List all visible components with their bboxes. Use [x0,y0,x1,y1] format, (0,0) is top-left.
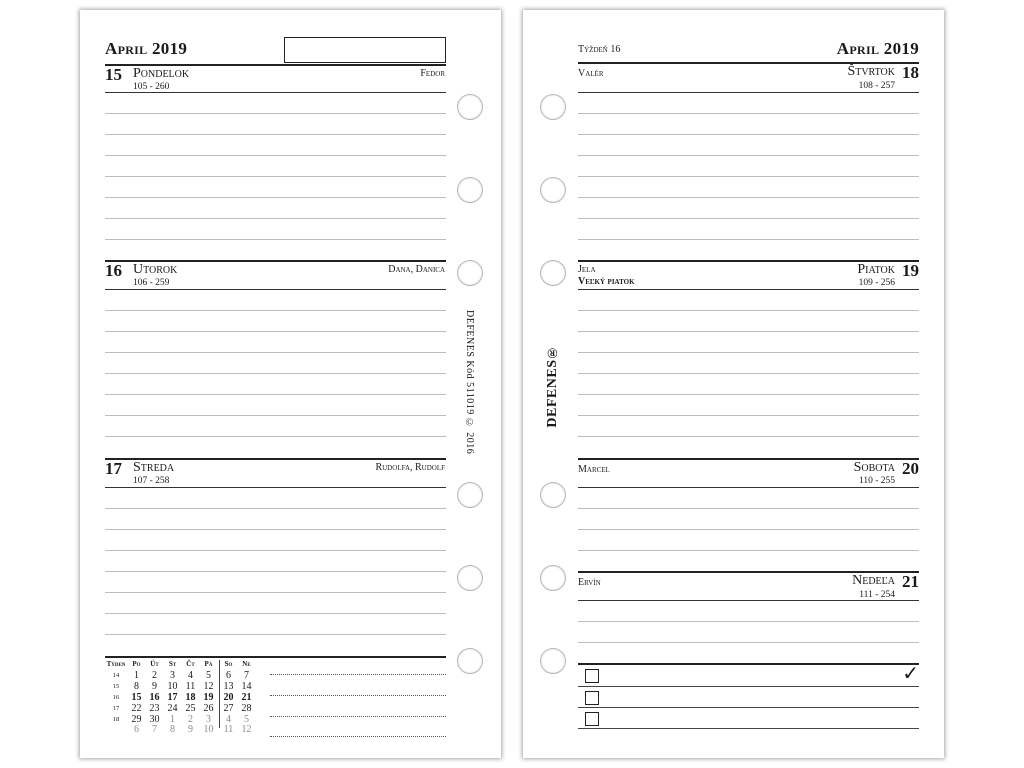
weekday-header: Čt [186,660,195,668]
day-rule [578,92,919,93]
week-number: 18 [112,716,120,723]
binder-hole [540,482,566,508]
calendar-day: 13 [223,681,234,692]
nameday: Dana, Danica [388,264,445,275]
calendar-day: 9 [152,681,157,692]
calendar-day: 8 [134,681,139,692]
calendar-day: 7 [244,670,249,681]
writing-line [578,529,919,530]
calendar-day-next-month: 1 [170,714,175,725]
calendar-day-next-month: 2 [188,714,193,725]
mini-calendar [104,660,264,736]
writing-line [578,155,919,156]
writing-line [578,197,919,198]
calendar-day: 15 [131,692,142,703]
writing-line [105,134,446,135]
day-rule [578,289,919,290]
left-planner-page [80,10,501,758]
binder-hole [457,482,483,508]
checklist-checkbox[interactable] [585,669,599,683]
writing-line [105,550,446,551]
week-label: Týždeň 16 [578,44,621,55]
writing-line [578,331,919,332]
day-number: 17 [105,459,122,478]
binder-hole [540,260,566,286]
calendar-day: 16 [149,692,160,703]
calendar-day: 6 [226,670,231,681]
checklist-checkbox[interactable] [585,712,599,726]
writing-line [578,134,919,135]
day-counter: 108 - 257 [858,81,895,91]
calendar-day-next-month: 8 [170,724,175,735]
writing-line [105,529,446,530]
nameday: Valér [578,68,604,79]
weekday-header: Út [150,660,159,668]
calendar-day: 1 [134,670,139,681]
calendar-day: 27 [223,703,234,714]
checklist-line [578,728,919,729]
writing-line [105,394,446,395]
writing-line [105,197,446,198]
calendar-day: 11 [185,681,196,692]
day-counter: 107 - 258 [133,476,170,486]
weekday-header: St [168,660,177,668]
writing-line [578,394,919,395]
writing-line [105,239,446,240]
day-name: Streda [133,460,175,475]
nameday: Jela [578,264,596,275]
writing-line [578,218,919,219]
calendar-day: 10 [167,681,178,692]
writing-line [578,621,919,622]
week-number: 15 [112,683,120,690]
writing-line [105,352,446,353]
calendar-day: 5 [206,670,211,681]
day-counter: 110 - 255 [858,476,895,486]
month-year-title: April 2019 [105,39,188,58]
writing-line [578,415,919,416]
day-number: 20 [902,459,919,478]
writing-line [105,373,446,374]
writing-line [578,550,919,551]
checkmark-icon: ✓ [902,663,919,685]
dotted-note-line [270,736,446,737]
binder-hole [457,94,483,120]
calendar-day: 22 [131,703,142,714]
calendar-day: 18 [185,692,196,703]
calendar-day: 21 [241,692,252,703]
calendar-day: 24 [167,703,178,714]
writing-line [105,310,446,311]
writing-line [578,373,919,374]
calendar-day: 28 [241,703,252,714]
day-rule [105,289,446,290]
day-number: 21 [902,572,919,591]
day-name: Utorok [133,262,178,277]
calendar-day-next-month: 12 [241,724,252,735]
calendar-day-next-month: 7 [152,724,157,735]
binder-hole [457,648,483,674]
calendar-day-next-month: 6 [134,724,139,735]
binder-hole [540,565,566,591]
day-name: Pondelok [133,66,190,81]
writing-line [578,310,919,311]
day-name: Piatok [857,262,895,277]
writing-line [578,436,919,437]
calendar-day: 17 [167,692,178,703]
brand-logo-text: DEFENES® [545,344,560,428]
nameday: Ervín [578,577,601,588]
calendar-day: 12 [203,681,214,692]
imprint-text: DEFENES Kód 511019 © 2016 [464,310,475,455]
binder-hole [540,648,566,674]
checklist-line [578,686,919,687]
day-counter: 109 - 256 [858,278,895,288]
weekday-header: So [224,660,233,668]
writing-line [105,176,446,177]
week-number: 16 [112,694,120,701]
calendar-day: 23 [149,703,160,714]
day-rule [578,600,919,601]
calendar-day-next-month: 4 [226,714,231,725]
writing-line [578,642,919,643]
day-counter: 111 - 254 [859,590,895,600]
day-counter: 105 - 260 [133,82,170,92]
checklist-top-rule [578,663,919,665]
holiday-label: Veľký piatok [578,276,635,287]
writing-line [578,352,919,353]
weekday-header: Po [132,660,141,668]
day-counter: 106 - 259 [133,278,170,288]
day-rule [578,487,919,488]
day-number: 16 [105,261,122,280]
writing-line [105,592,446,593]
day-name: Štvrtok [847,64,895,79]
day-number: 19 [902,261,919,280]
weekday-header: Ne [242,660,251,668]
calendar-day-next-month: 9 [188,724,193,735]
binder-hole [457,565,483,591]
writing-line [578,113,919,114]
checklist-line [578,707,919,708]
calendar-day: 25 [185,703,196,714]
calendar-day: 4 [188,670,193,681]
calendar-day: 30 [149,714,160,725]
day-name: Sobota [853,460,895,475]
calendar-day: 2 [152,670,157,681]
day-name: Nedeľa [852,573,895,588]
day-rule [105,487,446,488]
writing-line [105,508,446,509]
calendar-day: 14 [241,681,252,692]
calendar-day: 29 [131,714,142,725]
writing-line [105,218,446,219]
calendar-day: 19 [203,692,214,703]
writing-line [105,155,446,156]
footer-rule [105,656,446,658]
week-number: 17 [112,705,120,712]
writing-line [105,634,446,635]
binder-hole [457,260,483,286]
dotted-note-line [270,716,446,717]
writing-line [578,239,919,240]
nameday: Fedor [420,68,445,79]
writing-line [578,176,919,177]
day-number: 15 [105,65,122,84]
dotted-note-line [270,674,446,675]
calendar-day: 26 [203,703,214,714]
writing-line [578,508,919,509]
nameday: Rudolfa, Rudolf [375,462,445,473]
writing-line [105,613,446,614]
calendar-day-next-month: 3 [206,714,211,725]
writing-line [105,113,446,114]
calendar-day-next-month: 5 [244,714,249,725]
writing-line [105,331,446,332]
week-column-header: Týden [106,660,126,668]
checklist-checkbox[interactable] [585,691,599,705]
note-box[interactable] [284,37,446,63]
dotted-note-line [270,695,446,696]
calendar-day: 3 [170,670,175,681]
binder-hole [540,94,566,120]
writing-line [105,415,446,416]
week-number: 14 [112,672,120,679]
writing-line [105,436,446,437]
calendar-day-next-month: 11 [223,724,234,735]
month-year-title: April 2019 [836,39,919,58]
day-number: 18 [902,63,919,82]
writing-line [105,571,446,572]
binder-hole [457,177,483,203]
weekday-header: Pá [204,660,213,668]
binder-hole [540,177,566,203]
day-rule [105,92,446,93]
calendar-day-next-month: 10 [203,724,214,735]
nameday: Marcel [578,464,610,475]
calendar-day: 20 [223,692,234,703]
right-planner-page [523,10,944,758]
